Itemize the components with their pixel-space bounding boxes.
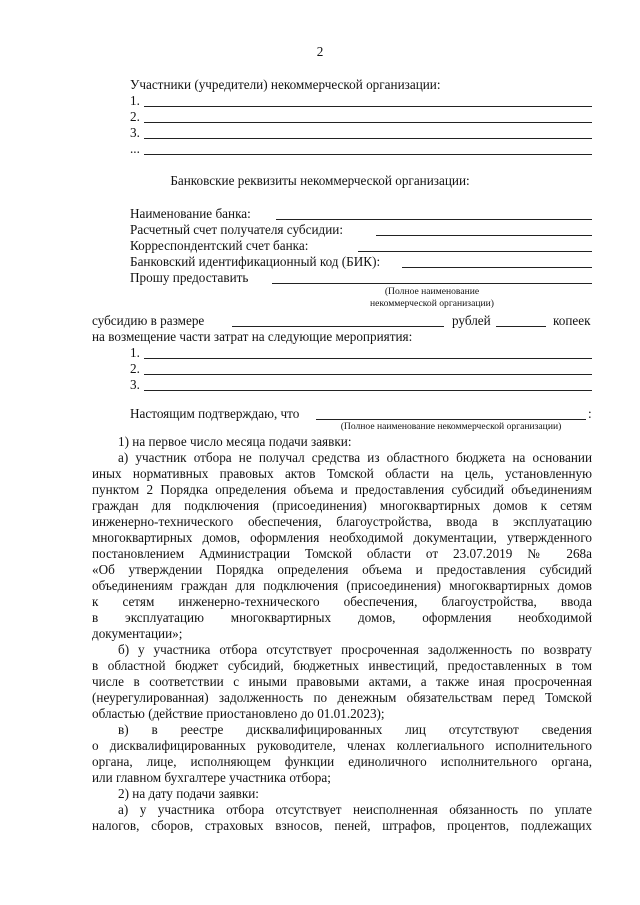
purpose-label: на возмещение части затрат на следующие мероприятия: xyxy=(92,329,413,344)
confirm-caption: (Полное наименование некоммерческой организации) xyxy=(340,421,562,432)
corr-account-label: Корреспондентский счет банка: xyxy=(130,238,309,253)
body-line: документации»; xyxy=(92,626,183,641)
body-line: (неурегулированная) задолженность по денежным обязательствам перед Томской xyxy=(92,690,592,705)
body-line: а) участник отбора не получал средства из областного бюджета на основании xyxy=(118,450,592,465)
rubles-label: рублей xyxy=(452,313,491,328)
body-line: постановлением Администрации Томской области от 23.07.2019 № 268а xyxy=(92,546,592,561)
body-line: граждан для подключения (присоединения) многоквартирных домов к сетям xyxy=(92,498,592,513)
body-line: или главном бухгалтере участника отбора; xyxy=(92,770,331,785)
rubles-field[interactable] xyxy=(232,326,444,327)
confirm-label: Настоящим подтверждаю, что xyxy=(130,406,300,421)
request-label: Прошу предоставить xyxy=(130,270,249,285)
measure-item-3: 3. xyxy=(130,377,140,392)
body-line: в эксплуатацию многоквартирных домов, оформления необходимой xyxy=(92,610,592,625)
body-line: числе в соответствии с иными правовыми актами, а также иная просроченная xyxy=(92,674,592,689)
confirm-org-field[interactable] xyxy=(316,419,586,420)
org-caption-1: (Полное наименование xyxy=(384,286,480,297)
founder-line-2[interactable] xyxy=(144,122,592,123)
confirm-colon: : xyxy=(588,406,592,421)
account-label: Расчетный счет получателя субсидии: xyxy=(130,222,343,237)
org-name-field[interactable] xyxy=(272,283,592,284)
body-line: иных нормативных правовых актов Томской области на цель, установленную xyxy=(92,466,592,481)
body-line: налогов, сборов, страховых взносов, пеней, штрафов, процентов, подлежащих xyxy=(92,818,592,833)
body-line: органа, лице, исполняющем функции единоличного исполнительного органа, xyxy=(92,754,592,769)
founder-item-1: 1. xyxy=(130,93,140,108)
body-line: инженерно-технического обеспечения, благоустройства, ввода в эксплуатацию xyxy=(92,514,592,529)
founder-item-etc: ... xyxy=(130,141,140,156)
founder-line-3[interactable] xyxy=(144,138,592,139)
page-number: 2 xyxy=(316,44,324,59)
measure-item-1: 1. xyxy=(130,345,140,360)
kopecks-field[interactable] xyxy=(496,326,546,327)
account-field[interactable] xyxy=(376,235,592,236)
measure-line-1[interactable] xyxy=(144,358,592,359)
section-1-heading: 1) на первое число месяца подачи заявки: xyxy=(118,434,352,449)
body-line: а) у участника отбора отсутствует неисполненная обязанность по уплате xyxy=(118,802,592,817)
measure-line-2[interactable] xyxy=(144,374,592,375)
bank-name-label: Наименование банка: xyxy=(130,206,251,221)
subsidy-amount-label: субсидию в размере xyxy=(92,313,205,328)
measure-line-3[interactable] xyxy=(144,390,592,391)
founder-item-3: 3. xyxy=(130,125,140,140)
founder-line-etc[interactable] xyxy=(144,154,592,155)
section-2-heading: 2) на дату подачи заявки: xyxy=(118,786,259,801)
bik-label: Банковский идентификационный код (БИК): xyxy=(130,254,381,269)
body-line: «Об утверждении Порядка определения объема и предоставления субсидий xyxy=(92,562,592,577)
founders-title: Участники (учредители) некоммерческой организации: xyxy=(130,77,441,92)
body-line: в областной бюджет субсидий, бюджетных инвестиций, предоставленных в том xyxy=(92,658,592,673)
measure-item-2: 2. xyxy=(130,361,140,376)
bank-name-field[interactable] xyxy=(276,219,592,220)
body-line: к сетям инженерно-технического обеспечения, благоустройства, ввода xyxy=(92,594,592,609)
bik-field[interactable] xyxy=(402,267,592,268)
body-line: областью (действие приостановлено до 01.01.2023); xyxy=(92,706,385,721)
body-line: в) в реестре дисквалифицированных лиц отсутствуют сведения xyxy=(118,722,592,737)
body-line: пунктом 2 Порядка определения объема и предоставления субсидий объединениям xyxy=(92,482,592,497)
founder-line-1[interactable] xyxy=(144,106,592,107)
body-line: б) у участника отбора отсутствует просроченная задолженность по возврату xyxy=(118,642,592,657)
founder-item-2: 2. xyxy=(130,109,140,124)
bank-title: Банковские реквизиты некоммерческой организации: xyxy=(170,173,470,188)
corr-account-field[interactable] xyxy=(358,251,592,252)
body-line: о дисквалифицированных руководителе, членах коллегиального исполнительного xyxy=(92,738,592,753)
kopecks-label: копеек xyxy=(553,313,591,328)
org-caption-2: некоммерческой организации) xyxy=(370,298,494,309)
body-line: многоквартирных домов, оформления необходимой документации, утвержденного xyxy=(92,530,592,545)
body-line: объединениям граждан для подключения (присоединения) многоквартирных домов xyxy=(92,578,592,593)
